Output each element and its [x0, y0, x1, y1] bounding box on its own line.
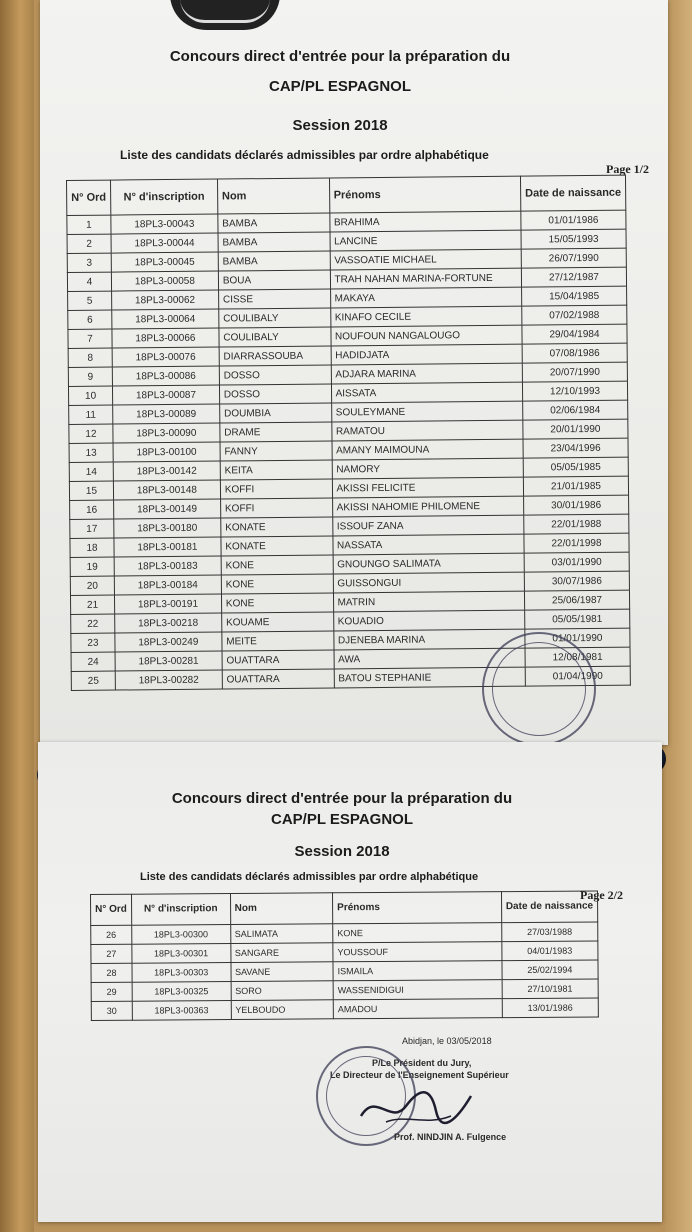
cell-inscription: 18PL3-00043	[111, 214, 218, 234]
cell-date-naissance: 15/04/1985	[522, 286, 627, 306]
logo	[170, 0, 280, 30]
cell-ord: 13	[69, 443, 113, 462]
cell-prenoms: BATOU STEPHANIE	[334, 667, 526, 688]
cell-ord: 23	[71, 633, 115, 652]
cell-ord: 8	[68, 348, 112, 367]
header-nom: Nom	[230, 893, 333, 925]
cell-ord: 28	[91, 963, 132, 982]
cell-ord: 6	[68, 310, 112, 329]
cell-inscription: 18PL3-00087	[112, 385, 219, 405]
cell-prenoms: ISSOUF ZANA	[332, 515, 524, 536]
cell-prenoms: NASSATA	[332, 534, 524, 555]
cell-ord: 14	[69, 462, 113, 481]
cell-ord: 26	[91, 925, 132, 944]
cell-date-naissance: 05/05/1985	[523, 457, 628, 477]
cell-date-naissance: 30/07/1986	[524, 571, 629, 591]
page2-page-number: Page 2/2	[580, 888, 623, 902]
header-date-naissance: Date de naissance	[501, 891, 598, 923]
cell-prenoms: BRAHIMA	[329, 211, 521, 232]
cell-date-naissance: 04/01/1983	[502, 941, 598, 961]
cell-prenoms: NOUFOUN NANGALOUGO	[330, 325, 522, 346]
cell-nom: KONE	[221, 574, 333, 594]
cell-date-naissance: 12/10/1993	[522, 381, 627, 401]
cell-prenoms: GUISSONGUI	[333, 572, 525, 593]
cell-date-naissance: 26/07/1990	[521, 248, 626, 268]
page1-subtitle: Liste des candidats déclarés admissibles par ordre alphabétique	[120, 148, 489, 162]
cell-date-naissance: 25/06/1987	[524, 590, 629, 610]
cell-ord: 2	[67, 234, 111, 253]
cork-board-left	[0, 0, 34, 1232]
cell-inscription: 18PL3-00149	[114, 499, 221, 519]
cell-prenoms: GNOUNGO SALIMATA	[333, 553, 525, 574]
cell-prenoms: AWA	[334, 648, 526, 669]
cell-inscription: 18PL3-00089	[113, 404, 220, 424]
cell-date-naissance: 30/01/1986	[524, 495, 629, 515]
cell-ord: 12	[69, 424, 113, 443]
cell-nom: COULIBALY	[219, 327, 331, 347]
page1-session: Session 2018	[292, 117, 388, 134]
cell-date-naissance: 07/02/1988	[522, 305, 627, 325]
place-date: Abidjan, le 03/05/2018	[402, 1036, 492, 1046]
cell-inscription: 18PL3-00148	[113, 480, 220, 500]
cell-ord: 21	[70, 595, 114, 614]
candidates-table-page1	[66, 175, 631, 691]
cell-nom: CISSE	[218, 289, 330, 309]
cell-date-naissance: 15/05/1993	[521, 229, 626, 249]
cell-date-naissance: 05/05/1981	[525, 609, 630, 629]
handwritten-signature	[356, 1086, 476, 1130]
cell-inscription: 18PL3-00363	[132, 1001, 231, 1021]
header-inscription: N° d'inscription	[110, 179, 217, 215]
cell-nom: OUATTARA	[222, 669, 334, 689]
cell-prenoms: TRAH NAHAN MARINA-FORTUNE	[330, 268, 522, 289]
cell-inscription: 18PL3-00249	[115, 632, 222, 652]
cell-nom: YELBOUDO	[231, 1000, 334, 1020]
signatory-office: Le Directeur de l'Enseignement Supérieur	[330, 1070, 509, 1080]
cell-inscription: 18PL3-00181	[114, 537, 221, 557]
page1-page-number: Page 1/2	[606, 162, 649, 176]
cell-inscription: 18PL3-00090	[113, 423, 220, 443]
cell-nom: BAMBA	[218, 251, 330, 271]
cell-nom: KOUAME	[221, 612, 333, 632]
header-inscription: N° d'inscription	[131, 894, 230, 926]
cell-ord: 1	[67, 215, 111, 234]
cell-nom: BOUA	[218, 270, 330, 290]
cell-date-naissance: 23/04/1996	[523, 438, 628, 458]
page2-session: Session 2018	[294, 843, 390, 860]
page2-title-line2: CAP/PL ESPAGNOL	[271, 811, 413, 828]
cell-prenoms: RAMATOU	[331, 420, 523, 441]
cell-inscription: 18PL3-00100	[113, 442, 220, 462]
cell-date-naissance: 20/07/1990	[522, 362, 627, 382]
cell-inscription: 18PL3-00180	[114, 518, 221, 538]
cell-date-naissance: 12/08/1981	[525, 647, 630, 667]
cell-prenoms: ISMAILA	[333, 961, 502, 981]
cell-date-naissance: 27/03/1988	[501, 922, 597, 942]
cell-inscription: 18PL3-00044	[111, 233, 218, 253]
cell-ord: 24	[71, 652, 115, 671]
header-date-naissance: Date de naissance	[520, 175, 625, 211]
cell-nom: BAMBA	[218, 232, 330, 252]
cell-prenoms: KINAFO CECILE	[330, 306, 522, 327]
cell-ord: 19	[70, 557, 114, 576]
cell-prenoms: SOULEYMANE	[331, 401, 523, 422]
cell-nom: SORO	[231, 981, 334, 1001]
cell-inscription: 18PL3-00281	[115, 651, 222, 671]
table-header	[91, 891, 598, 926]
signatory-title: P/Le Président du Jury,	[372, 1058, 472, 1068]
cell-prenoms: LANCINE	[330, 230, 522, 251]
cell-nom: COULIBALY	[219, 308, 331, 328]
cell-nom: MEITE	[222, 631, 334, 651]
cell-inscription: 18PL3-00300	[132, 925, 231, 945]
cell-inscription: 18PL3-00282	[115, 670, 222, 690]
header-ord: N° Ord	[91, 894, 132, 925]
cell-prenoms: MAKAYA	[330, 287, 522, 308]
cell-inscription: 18PL3-00184	[114, 575, 221, 595]
cell-ord: 11	[69, 405, 113, 424]
cell-ord: 16	[70, 500, 114, 519]
cell-date-naissance: 13/01/1986	[502, 998, 598, 1018]
cell-ord: 17	[70, 519, 114, 538]
cell-ord: 10	[68, 386, 112, 405]
signatory-name: Prof. NINDJIN A. Fulgence	[394, 1132, 507, 1142]
cell-inscription: 18PL3-00066	[112, 328, 219, 348]
cell-prenoms: NAMORY	[332, 458, 524, 479]
cell-ord: 7	[68, 329, 112, 348]
cell-date-naissance: 01/04/1990	[525, 666, 630, 686]
cell-prenoms: KONE	[333, 923, 502, 943]
cell-nom: KONE	[221, 555, 333, 575]
cork-board-right	[664, 0, 692, 1232]
cell-date-naissance: 01/01/1986	[521, 210, 626, 230]
cell-prenoms: YOUSSOUF	[333, 942, 502, 962]
cell-inscription: 18PL3-00325	[132, 982, 231, 1002]
page2-subtitle: Liste des candidats déclarés admissibles par ordre alphabétique	[140, 871, 479, 883]
cell-nom: OUATTARA	[222, 650, 334, 670]
cell-inscription: 18PL3-00191	[114, 594, 221, 614]
cell-inscription: 18PL3-00218	[115, 613, 222, 633]
cell-date-naissance: 01/01/1990	[525, 628, 630, 648]
cell-ord: 20	[70, 576, 114, 595]
page2-title-line1: Concours direct d'entrée pour la préparation du	[171, 790, 513, 807]
cell-nom: KONATE	[221, 536, 333, 556]
cell-inscription: 18PL3-00058	[111, 271, 218, 291]
table-row	[91, 998, 598, 1021]
cell-date-naissance: 21/01/1985	[523, 476, 628, 496]
cell-prenoms: VASSOATIE MICHAEL	[330, 249, 522, 270]
cell-inscription: 18PL3-00062	[112, 290, 219, 310]
cell-inscription: 18PL3-00064	[112, 309, 219, 329]
cell-date-naissance: 03/01/1990	[524, 552, 629, 572]
cell-ord: 25	[71, 671, 115, 690]
cell-nom: DIARRASSOUBA	[219, 346, 331, 366]
cell-date-naissance: 07/08/1986	[522, 343, 627, 363]
cell-ord: 27	[91, 944, 132, 963]
cell-ord: 18	[70, 538, 114, 557]
cell-inscription: 18PL3-00142	[113, 461, 220, 481]
header-prenoms: Prénoms	[333, 892, 502, 924]
page1-title-line1: Concours direct d'entrée pour la préparation du	[169, 48, 511, 65]
cell-nom: FANNY	[220, 441, 332, 461]
cell-ord: 5	[68, 291, 112, 310]
cell-inscription: 18PL3-00045	[111, 252, 218, 272]
official-stamp	[482, 632, 596, 746]
cell-date-naissance: 27/12/1987	[521, 267, 626, 287]
cell-nom: SANGARE	[230, 943, 333, 963]
cell-ord: 9	[68, 367, 112, 386]
cell-nom: DRAME	[220, 422, 332, 442]
cell-nom: DOSSO	[219, 384, 331, 404]
cell-date-naissance: 25/02/1994	[502, 960, 598, 980]
cell-nom: KONATE	[221, 517, 333, 537]
cell-inscription: 18PL3-00303	[132, 963, 231, 983]
cell-nom: KEITA	[220, 460, 332, 480]
candidates-table-page2	[90, 890, 599, 1021]
cell-nom: KOFFI	[220, 498, 332, 518]
cell-prenoms: KOUADIO	[333, 610, 525, 631]
cell-inscription: 18PL3-00183	[114, 556, 221, 576]
cell-ord: 4	[67, 272, 111, 291]
header-ord: N° Ord	[67, 180, 111, 215]
cell-inscription: 18PL3-00301	[132, 944, 231, 964]
table-header	[67, 175, 626, 215]
cell-date-naissance: 29/04/1984	[522, 324, 627, 344]
cell-prenoms: AMADOU	[333, 999, 502, 1019]
cell-nom: KONE	[221, 593, 333, 613]
cell-nom: KOFFI	[220, 479, 332, 499]
cell-date-naissance: 22/01/1998	[524, 533, 629, 553]
cell-prenoms: ADJARA MARINA	[331, 363, 523, 384]
header-nom: Nom	[217, 178, 329, 214]
cell-inscription: 18PL3-00086	[112, 366, 219, 386]
cell-date-naissance: 20/01/1990	[523, 419, 628, 439]
cell-prenoms: AISSATA	[331, 382, 523, 403]
cell-ord: 29	[91, 982, 132, 1001]
cell-nom: BAMBA	[218, 213, 330, 233]
cell-nom: DOUMBIA	[219, 403, 331, 423]
cell-date-naissance: 22/01/1988	[524, 514, 629, 534]
cell-prenoms: WASSENIDIGUI	[333, 980, 502, 1000]
cell-ord: 15	[69, 481, 113, 500]
cell-prenoms: DJENEBA MARINA	[333, 629, 525, 650]
cell-date-naissance: 02/06/1984	[523, 400, 628, 420]
cell-prenoms: HADIDJATA	[331, 344, 523, 365]
cell-nom: SALIMATA	[230, 924, 333, 944]
header-prenoms: Prénoms	[329, 176, 521, 213]
cell-nom: DOSSO	[219, 365, 331, 385]
cell-date-naissance: 27/10/1981	[502, 979, 598, 999]
cell-nom: SAVANE	[230, 962, 333, 982]
cell-ord: 30	[91, 1001, 132, 1020]
cell-ord: 22	[71, 614, 115, 633]
cell-prenoms: AMANY MAIMOUNA	[332, 439, 524, 460]
cell-prenoms: AKISSI NAHOMIE PHILOMENE	[332, 496, 524, 517]
page1-title-line2: CAP/PL ESPAGNOL	[269, 78, 411, 95]
cell-ord: 3	[67, 253, 111, 272]
cell-prenoms: MATRIN	[333, 591, 525, 612]
cell-prenoms: AKISSI FELICITE	[332, 477, 524, 498]
cell-inscription: 18PL3-00076	[112, 347, 219, 367]
